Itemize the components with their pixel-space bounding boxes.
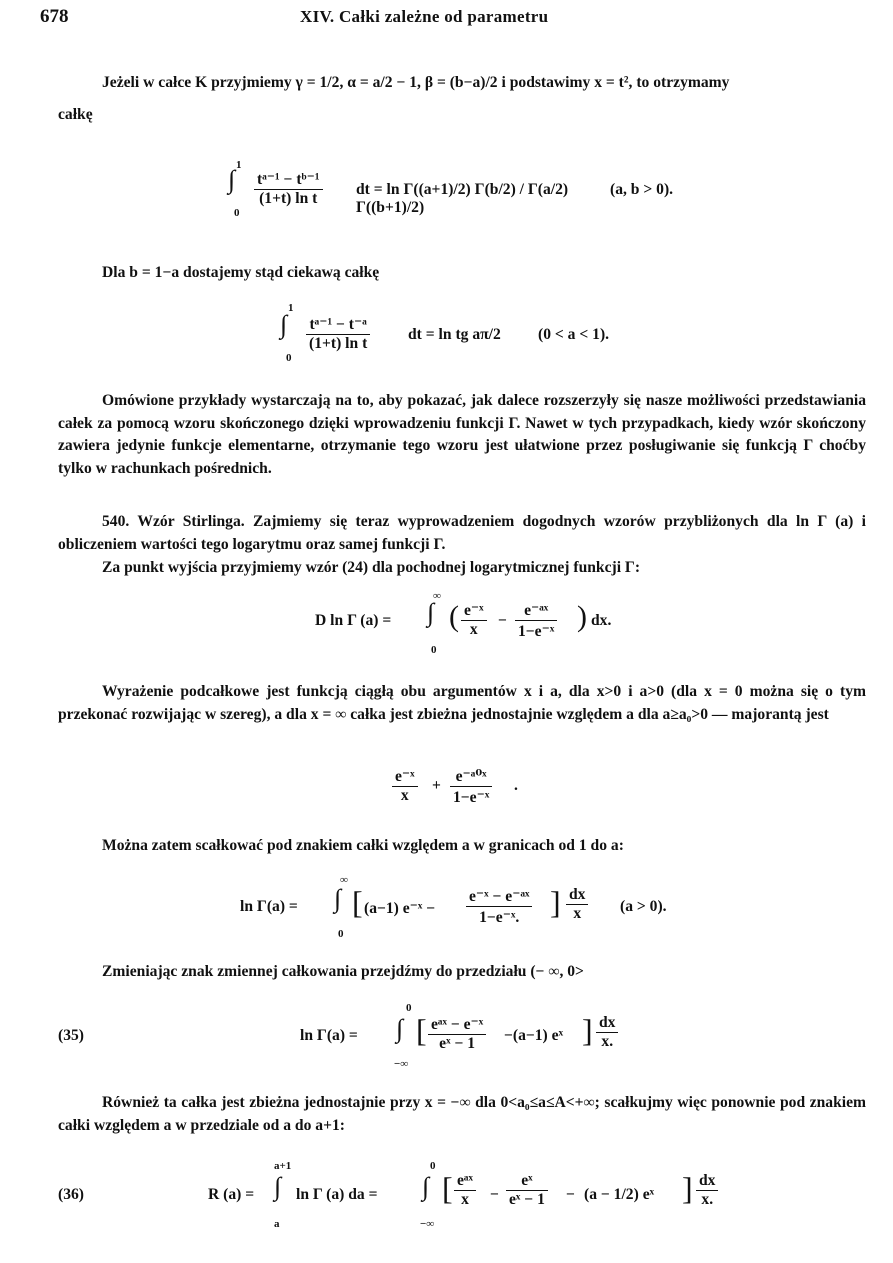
eq-36-mid: ln Γ (a) da = bbox=[296, 1186, 378, 1203]
equation-36: R (a) = a+1 ∫ a ln Γ (a) da = 0 ∫ −∞ [ eᵃˣ x − $\frac{\text{eˣ}}{\text{eˣ − 1}}$ − (a − 1/2) eˣ ] $\frac{dx}{x.}$ bbox=[208, 1160, 768, 1235]
integral-sign: ∫ bbox=[334, 884, 342, 913]
eq-b-rhs: dt = ln tg aπ/2 bbox=[408, 326, 501, 343]
eq-a-rhs: dt = ln Γ((a+1)/2) Γ(b/2) / Γ(a/2) Γ((b+1)/2) bbox=[356, 181, 569, 216]
eq-36-lower-limit-1: a bbox=[274, 1218, 280, 1230]
eq-c-upper-limit: ∞ bbox=[433, 590, 441, 602]
eq-b-lower-limit: 0 bbox=[286, 352, 292, 364]
eq-35-lhs: ln Γ(a) = bbox=[300, 1027, 358, 1044]
eq-c-term-2: $\frac{\text{e⁻ᵃˣ}}{\text{1−e⁻ˣ}}$ bbox=[515, 600, 557, 641]
page-number: 678 bbox=[40, 6, 69, 27]
eq-c-term-1: $\frac{\text{e⁻ˣ}}{x}$ bbox=[461, 600, 487, 639]
eq-d-term-1: $\frac{\text{e⁻ˣ}}{x}$ bbox=[392, 766, 418, 805]
eq-36-upper-limit-2: 0 bbox=[430, 1160, 436, 1172]
eq-35-fraction: eᵃˣ − e⁻ˣ eˣ − 1 bbox=[428, 1014, 486, 1053]
equation-c: D ln Γ (a) = ∞ ∫ 0 ( $\frac{\text{e⁻ˣ}}{x}$ − $\frac{\text{e⁻ᵃˣ}}{\text{1−e⁻ˣ}}$ ) dx. bbox=[315, 590, 612, 656]
section-number: 540. bbox=[102, 513, 130, 530]
eq-c-tail: dx. bbox=[591, 612, 612, 629]
eq-e-upper-limit: ∞ bbox=[340, 874, 348, 886]
eq-e-dx: $\frac{dx}{x}$ bbox=[566, 886, 588, 923]
equation-d: $\frac{\text{e⁻ˣ}}{x}$ + $\frac{\text{e⁻ᵃ⁰ˣ}}{\text{1−e⁻ˣ}}$ . bbox=[392, 766, 592, 816]
eq-c-lower-limit: 0 bbox=[431, 644, 437, 656]
integral-sign: ∫ bbox=[396, 1014, 404, 1043]
equation-b bbox=[280, 300, 700, 370]
eq-a-upper-limit: 1 bbox=[236, 159, 242, 171]
paragraph-mozna: Można zatem scałkować pod znakiem całki względem a w granicach od 1 do a: bbox=[102, 837, 624, 854]
section-title: Wzór Stirlinga. bbox=[137, 513, 245, 530]
eq-36-term-2: $\frac{\text{eˣ}}{\text{eˣ − 1}}$ bbox=[506, 1172, 548, 1209]
eq-36-lower-limit-2: −∞ bbox=[420, 1218, 435, 1230]
eq-b-upper-limit: 1 bbox=[288, 302, 294, 314]
section-540 bbox=[58, 511, 866, 556]
intro-line-1: Jeżeli w całce K przyjmiemy γ = 1/2, α = a/2 − 1, β = (b−a)/2 i podstawimy x = t², to otrzymamy bbox=[102, 74, 730, 91]
eq-d-term-2: $\frac{\text{e⁻ᵃ⁰ˣ}}{\text{1−e⁻ˣ}}$ bbox=[450, 766, 492, 807]
equation-number-36: (36) bbox=[58, 1186, 84, 1203]
eq-a-condition: (a, b > 0). bbox=[610, 181, 674, 198]
eq-35-dx: $\frac{dx}{x.}$ bbox=[596, 1014, 618, 1051]
intro-b: Dla b = 1−a dostajemy stąd ciekawą całkę bbox=[102, 264, 380, 281]
eq-36-dx: $\frac{dx}{x.}$ bbox=[696, 1172, 718, 1209]
integral-sign: ∫ bbox=[228, 165, 236, 194]
equation-35: ln Γ(a) = 0 ∫ −∞ [ eᵃˣ − e⁻ˣ eˣ − 1 −(a−1) eˣ ] $\frac{dx}{x.}$ bbox=[300, 1002, 660, 1072]
eq-a-integrand: $\frac{\text{tᵃ⁻¹ − tᵇ⁻¹}}{\text{(1+t) ln t}}$ bbox=[254, 169, 323, 208]
integral-sign: ∫ bbox=[274, 1172, 282, 1201]
running-title: XIV. Całki zależne od parametru bbox=[300, 7, 549, 26]
paragraph-punkt: Za punkt wyjścia przyjmiemy wzór (24) dla pochodnej logarytmicznej funkcji Γ: bbox=[102, 559, 641, 576]
section-text: Zajmiemy się teraz wyprowadzeniem dogodnych wzorów przybliżonych dla ln Γ (a) i obliczeniem wartości tego logarytmu oraz samej funkcji Γ. bbox=[58, 513, 867, 553]
paragraph-rowniez: Również ta całka jest zbieżna jednostajnie przy x = −∞ dla 0<a₀≤a≤A<+∞; scałkujmy więc ponownie pod znakiem całki względem a w przedziale od a do a+1: bbox=[58, 1094, 866, 1134]
equation-a bbox=[228, 145, 728, 255]
eq-e-condition: (a > 0). bbox=[620, 898, 667, 915]
eq-a-lower-limit: 0 bbox=[234, 207, 240, 219]
eq-c-lhs: D ln Γ (a) = bbox=[315, 612, 392, 629]
equation-e: ln Γ(a) = ∞ ∫ 0 [ (a−1) e⁻ˣ − $\frac{\text{e⁻ˣ − e⁻ᵃˣ}}{\text{1−e⁻ˣ.}}$ ] $\frac{dx}{x}$ (a > 0). bbox=[240, 874, 667, 940]
integral-sign: ∫ bbox=[280, 310, 288, 339]
eq-e-lower-limit: 0 bbox=[338, 928, 344, 940]
paragraph-zmieniajac: Zmieniając znak zmiennej całkowania przejdźmy do przedziału (− ∞, 0> bbox=[102, 963, 584, 980]
eq-36-term-3: (a − 1/2) eˣ bbox=[584, 1186, 655, 1203]
eq-36-lhs: R (a) = bbox=[208, 1186, 255, 1203]
eq-36-upper-limit-1: a+1 bbox=[274, 1160, 292, 1172]
eq-b-integrand: $\frac{\text{tᵃ⁻¹ − t⁻ᵃ}}{\text{(1+t) ln t}}$ bbox=[306, 314, 370, 353]
paragraph-omowione: Omówione przykłady wystarczają na to, aby pokazać, jak dalece rozszerzyły się nasze możliwości przedstawiania całek za pomocą wzoru skończonego dzięki wprowadzeniu funkcji Γ. Nawet w tych przypadkach, kiedy wzór skończony zawiera jedynie funkcje elementarne, otrzymanie tego wzoru jest ułatwione przez posługiwanie się funkcją Γ choćby tylko w rachunkach pośrednich. bbox=[58, 392, 866, 477]
eq-35-upper-limit: 0 bbox=[406, 1002, 412, 1014]
eq-35-lower-limit: −∞ bbox=[394, 1058, 409, 1070]
eq-35-part-2: −(a−1) eˣ bbox=[504, 1027, 564, 1044]
equation-number-35: (35) bbox=[58, 1027, 84, 1044]
eq-b-condition: (0 < a < 1). bbox=[538, 326, 610, 343]
intro-line-2: całkę bbox=[58, 106, 93, 123]
paragraph-wyrazenie: Wyrażenie podcałkowe jest funkcją ciągłą obu argumentów x i a, dla x>0 i a>0 (dla x = 0 można się o tym przekonać rozwijając w szereg), a dla x = ∞ całka jest zbieżna jednostajnie względem a dla a≥a₀>0 — majorantą jest bbox=[58, 683, 866, 723]
integral-sign-2: ∫ bbox=[422, 1172, 430, 1201]
eq-36-term-1: eᵃˣ x bbox=[454, 1172, 476, 1209]
eq-e-lhs: ln Γ(a) = bbox=[240, 898, 298, 915]
eq-e-fraction: $\frac{\text{e⁻ˣ − e⁻ᵃˣ}}{\text{1−e⁻ˣ.}}$ bbox=[466, 886, 532, 927]
eq-e-part-1: (a−1) e⁻ˣ − bbox=[364, 900, 436, 917]
integral-sign: ∫ bbox=[427, 598, 435, 627]
